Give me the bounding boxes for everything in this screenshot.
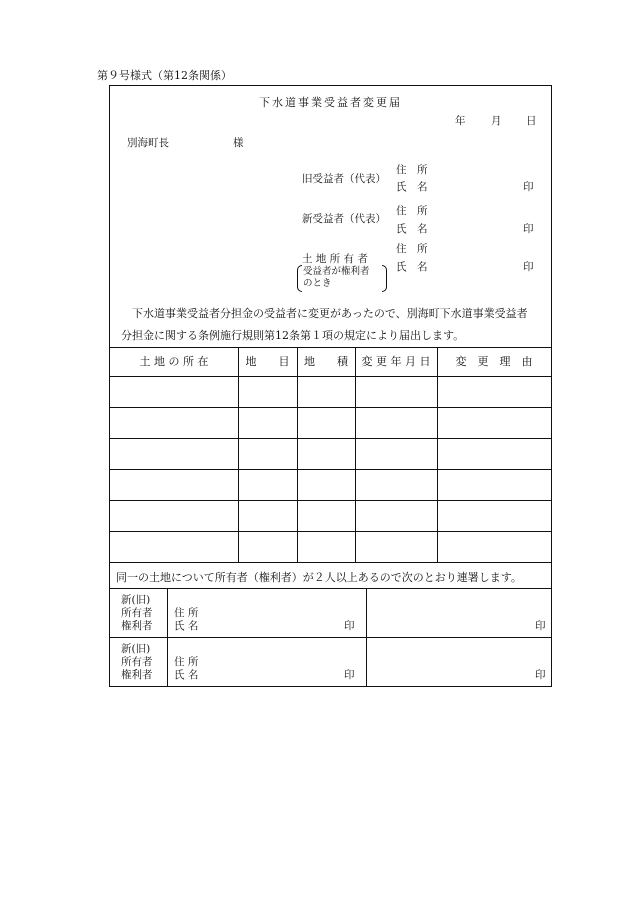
old-beneficiary-label: 旧受益者（代表）: [302, 173, 386, 185]
table-cell[interactable]: [110, 438, 238, 469]
joint-col-divider: [167, 588, 168, 686]
header-change-date: 変 更 年 月 日: [361, 355, 431, 368]
joint1-seal-left: 印: [344, 620, 355, 632]
table-col-divider: [297, 347, 298, 562]
table-cell[interactable]: [110, 407, 238, 438]
form-frame: [109, 85, 552, 687]
paren-right: [382, 265, 387, 292]
joint1-line2: 所有者: [121, 607, 153, 619]
date-day-label: 日: [526, 115, 537, 127]
owner-seal-mark: 印: [523, 261, 534, 273]
joint1-address-label: 住 所: [174, 607, 199, 619]
joint-middle-rule: [110, 637, 551, 638]
joint2-line1: 新(旧): [121, 643, 151, 655]
table-cell[interactable]: [110, 469, 238, 500]
landowner-note-line1: 受益者が権利者: [303, 266, 370, 277]
date-year-label: 年: [455, 115, 466, 127]
statement-line1: 下水道事業受益者分担金の受益者に変更があったので、別海町下水道事業受益者: [121, 307, 528, 320]
joint1-line3: 権利者: [121, 620, 153, 632]
landowner-label: 土 地 所 有 者: [302, 253, 368, 265]
new-address-label: 住 所: [396, 205, 428, 217]
new-beneficiary-label: 新受益者（代表）: [302, 213, 386, 225]
header-land-location: 土 地 の 所 在: [139, 355, 209, 368]
addressee-honorific: 様: [233, 137, 244, 149]
joint2-name-label: 氏 名: [174, 669, 199, 681]
owner-address-label: 住 所: [396, 243, 428, 255]
new-seal-mark: 印: [523, 223, 534, 235]
table-cell[interactable]: [110, 376, 238, 407]
owner-name-label: 氏 名: [396, 261, 428, 273]
statement-line2: 分担金に関する条例施行規則第12条第１項の規定により届出します。: [121, 329, 465, 342]
joint2-seal-right: 印: [535, 669, 546, 681]
landowner-note-line2: のとき: [303, 278, 332, 289]
joint2-line2: 所有者: [121, 656, 153, 668]
table-bottom-rule: [110, 562, 551, 563]
table-col-divider: [437, 347, 438, 562]
form-title: 下水道事業受益者変更届: [259, 96, 402, 109]
date-month-label: 月: [491, 115, 502, 127]
header-land-area: 地 積: [304, 355, 348, 368]
table-col-divider: [355, 347, 356, 562]
header-land-category: 地 目: [245, 355, 290, 368]
addressee-name: 別海町長: [127, 137, 169, 149]
table-top-rule: [110, 347, 551, 348]
table-col-divider: [238, 347, 239, 562]
paren-left: [297, 265, 302, 292]
old-name-label: 氏 名: [396, 181, 428, 193]
old-address-label: 住 所: [396, 164, 428, 176]
form-number: 第９号様式（第12条関係）: [97, 69, 232, 82]
joint2-line3: 権利者: [121, 669, 153, 681]
joint2-seal-left: 印: [344, 669, 355, 681]
joint-col-divider: [366, 588, 367, 686]
joint1-seal-right: 印: [535, 620, 546, 632]
joint1-name-label: 氏 名: [174, 620, 199, 632]
new-name-label: 氏 名: [396, 223, 428, 235]
joint1-line1: 新(旧): [121, 594, 151, 606]
table-cell[interactable]: [110, 500, 238, 531]
joint-signature-note: 同一の土地について所有者（権利者）が２人以上あるので次のとおり連署します。: [116, 571, 522, 584]
table-cell[interactable]: [110, 531, 238, 562]
joint2-address-label: 住 所: [174, 656, 199, 668]
old-seal-mark: 印: [523, 181, 534, 193]
header-change-reason: 変 更 理 由: [455, 355, 533, 368]
joint-top-rule: [110, 588, 551, 589]
